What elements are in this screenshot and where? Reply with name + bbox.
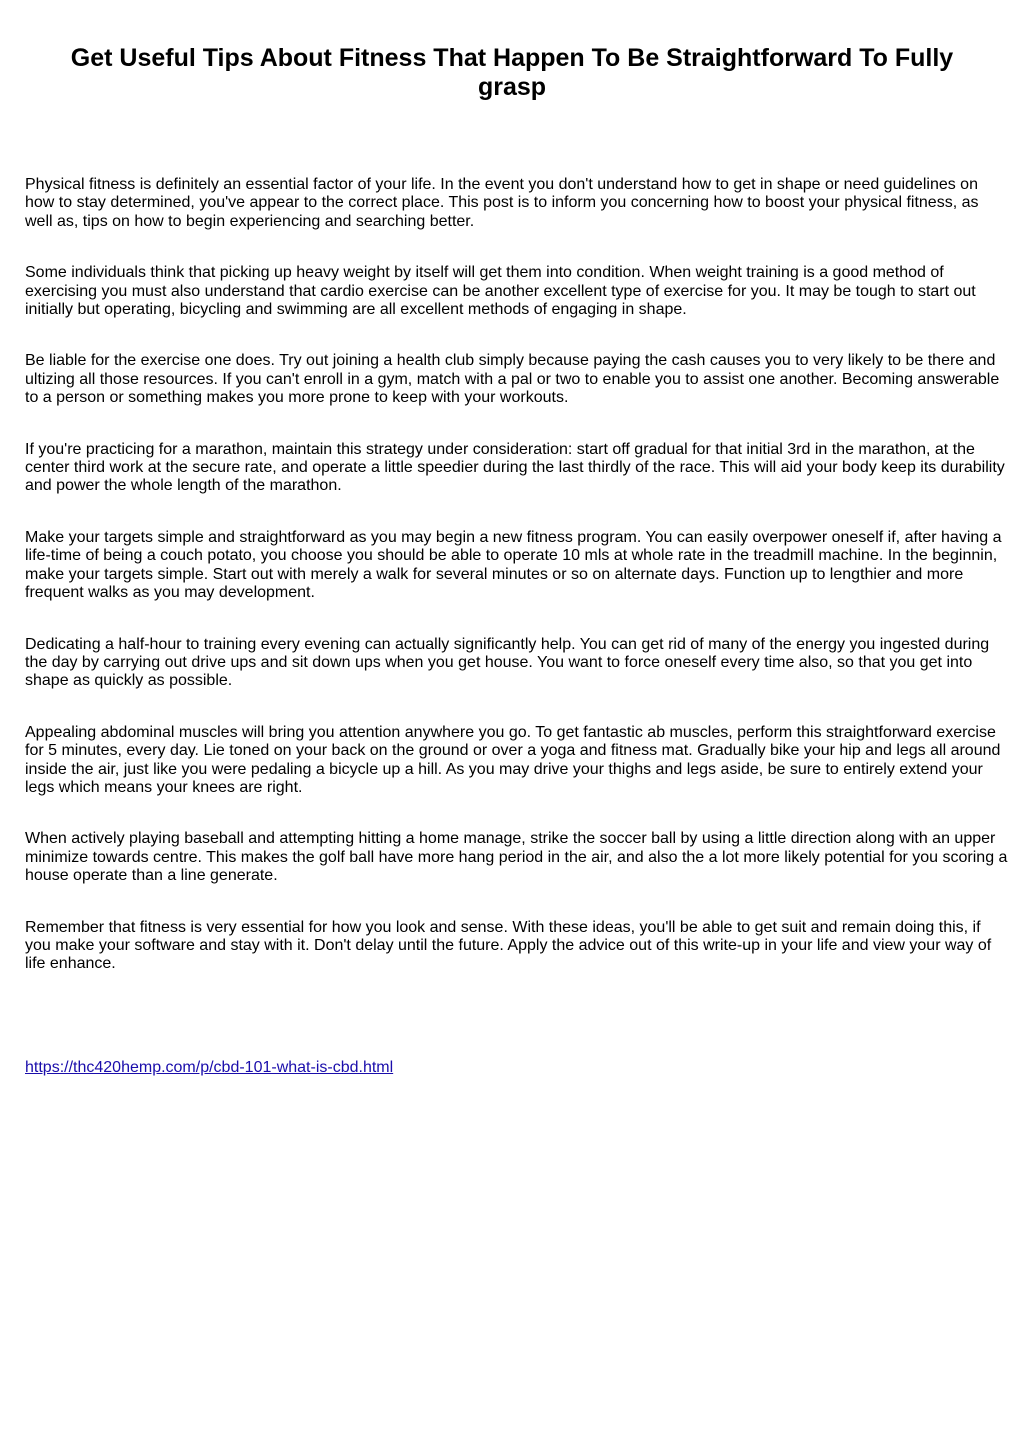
paragraph-9: Remember that fitness is very essential for how you look and sense. With these ideas, you'll be able to get suit and remain doing this, if you make your software and stay with it. Don't delay until the future. Apply the advice out of this write-up in your life and view your way of life enhance. — [25, 918, 992, 973]
source-link-text: https://thc420hemp.com/p/cbd-101-what-is-cbd.html — [25, 1059, 394, 1076]
paragraph-7: Appealing abdominal muscles will bring you attention anywhere you go. To get fantastic ab muscles, perform this straightforward exercise for 5 minutes, every day. Lie toned on your back on the ground or over a yoga and fitness mat. Gradually bike your hip and legs all around inside the air, just like you were pedaling a bicycle up a hill. As you may drive your thighs and legs aside, be sure to entirely extend your legs which means your knees are right. — [25, 723, 1001, 796]
paragraph-1: Physical fitness is definitely an essential factor of your life. In the event you don't understand how to get in shape or need guidelines on how to stay determined, you've appear to the correct place. This post is to inform you concerning how to boost your physical fitness, as well as, tips on how to begin experiencing and searching better. — [25, 176, 979, 230]
paragraph-5: Make your targets simple and straightforward as you may begin a new fitness program. You can easily overpower oneself if, after having a life-time of being a couch potato, you choose you should be able to operate 10 mls at whole rate in the treadmill machine. In the beginnin, make your targets simple. Start out with merely a walk for several minutes or so on alternate days. Function up to lengthier and more frequent walks as you may development. — [25, 528, 1002, 602]
source-link[interactable] — [25, 1059, 393, 1077]
paragraph-4: If you're practicing for a marathon, maintain this strategy under consideration: start off gradual for that initial 3rd in the marathon, at the center third work at the secure rate, and operate a little speedier during the last thirdly of the race. This will aid your body keep its durability and power the whole length of the marathon. — [25, 440, 1005, 495]
paragraph-8: When actively playing baseball and attempting hitting a home manage, strike the soccer ball by using a little direction along with an upper minimize towards centre. This makes the golf ball have more hang period in the air, and also the a lot more likely potential for you scoring a house operate than a line generate. — [25, 830, 1008, 885]
paragraph-6: Dedicating a half-hour to training every evening can actually significantly help. You can get rid of many of the energy you ingested during the day by carrying out drive ups and sit down ups when you get house. You want to force oneself every time also, so that you get into shape as quickly as possible. — [25, 635, 990, 690]
paragraph-3: Be liable for the exercise one does. Try out joining a health club simply because paying the cash causes you to very likely to be there and ultizing all those resources. If you can't enroll in a gym, match with a pal or two to enable you to assist one another. Becoming answerable to a person or something makes you more prone to keep with your workouts. — [25, 352, 1000, 407]
article-body — [25, 176, 1010, 1007]
page-title: Get Useful Tips About Fitness That Happen To Be Straightforward To Fully grasp — [70, 44, 954, 101]
paragraph-2: Some individuals think that picking up heavy weight by itself will get them into condition. When weight training is a good method of exercising you must also understand that cardio exercise can be another excellent type of exercise for you. It may be tough to start out initially but operating, bicycling and swimming are all excellent methods of engaging in shape. — [25, 264, 976, 319]
